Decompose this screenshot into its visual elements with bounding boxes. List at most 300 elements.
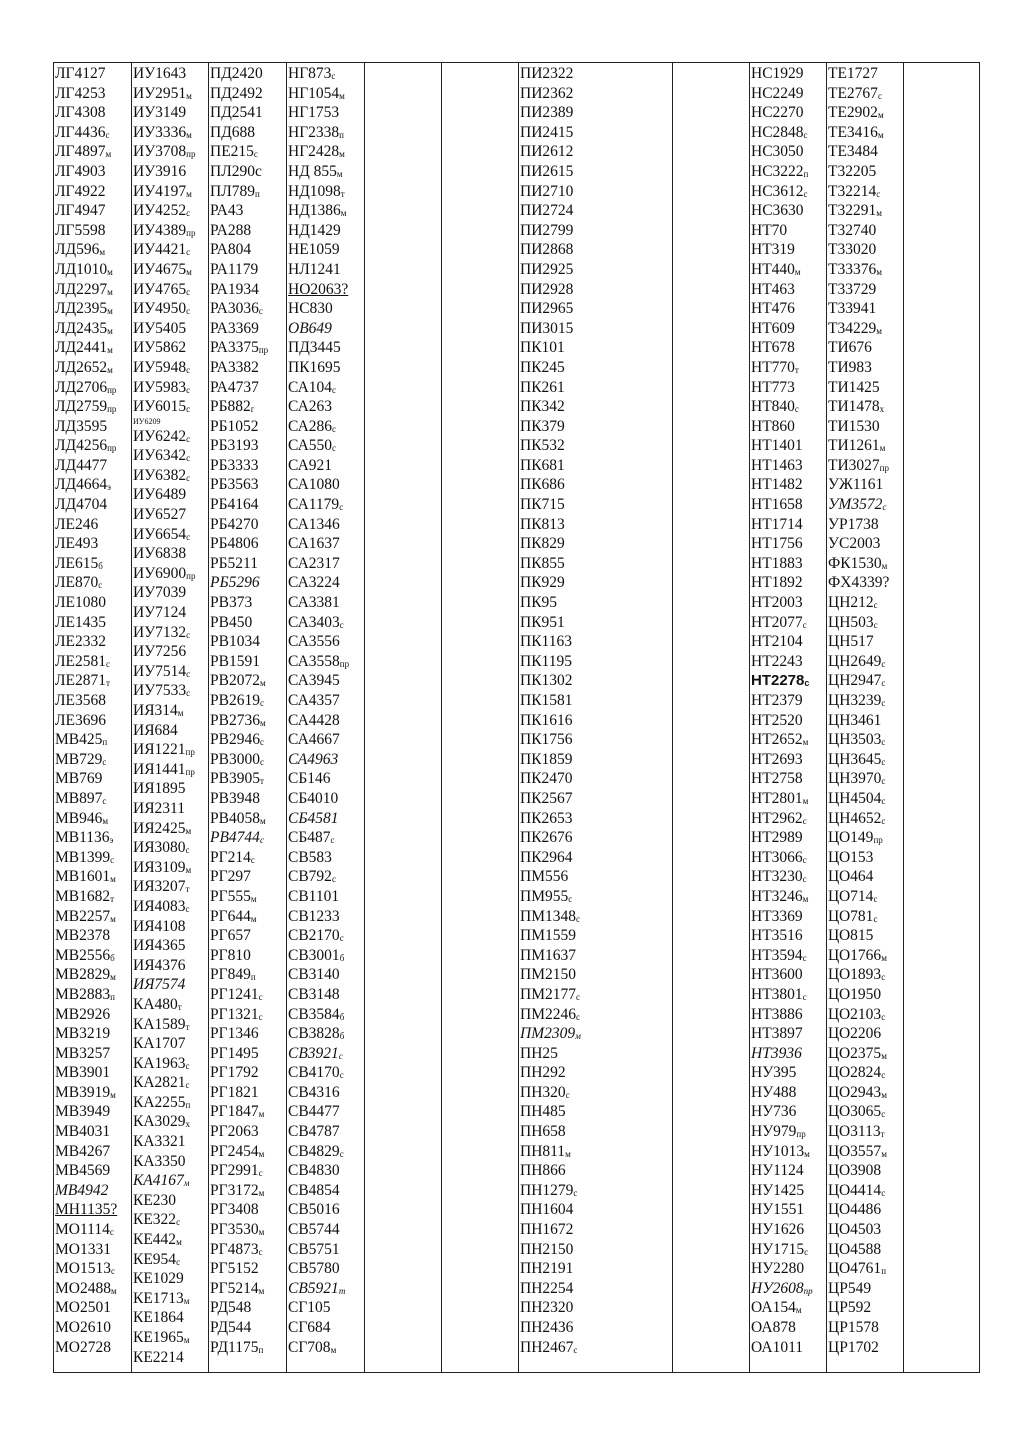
list-item (209, 378, 286, 398)
list-item (750, 1338, 826, 1358)
entry-suffix: с (881, 737, 886, 748)
entry-suffix: м (575, 1031, 581, 1042)
entry-code: ЦН3645 (828, 750, 882, 768)
entry-code: МН1135? (55, 1201, 118, 1219)
entry-suffix: т (340, 188, 345, 199)
entry-code: СА1346 (288, 515, 340, 533)
list-item (54, 946, 131, 966)
entry-code: ЦО714 (828, 887, 874, 905)
list-item (287, 1200, 364, 1220)
entry-suffix: м (107, 345, 113, 356)
entry-code: НТ2758 (751, 770, 803, 788)
entry-code: ПН866 (520, 1162, 566, 1180)
list-item (827, 456, 903, 476)
list-item (209, 1063, 286, 1083)
entry-code: НУ1715 (751, 1240, 805, 1258)
list-item (827, 848, 903, 868)
list-item (132, 1112, 208, 1132)
list-item (287, 182, 364, 202)
entry-suffix: м (177, 708, 184, 718)
entry-code: КЕ1965 (133, 1329, 184, 1346)
entry-code: ТЕ1727 (828, 65, 878, 82)
entry-suffix: с (176, 1256, 181, 1267)
entry-code: ЦН4504 (828, 789, 882, 807)
entry-code: РД548 (210, 1299, 252, 1317)
entry-code: НТ3066 (751, 848, 803, 866)
list-item (750, 1161, 826, 1181)
list-item (209, 789, 286, 809)
list-item (54, 162, 131, 182)
entry-suffix: п (250, 972, 256, 983)
entry-suffix: с (186, 629, 191, 640)
list-item (519, 201, 672, 221)
entry-code: ПМ2246 (520, 1005, 576, 1023)
entry-code: ЛЕ615 (55, 554, 99, 572)
list-item (287, 84, 364, 104)
list-item (827, 1298, 903, 1318)
entry-code: РВ2946 (210, 731, 260, 749)
entry-code: ИУ4765 (133, 280, 187, 298)
entry-suffix: с (258, 1168, 263, 1179)
entry-suffix: с (186, 384, 191, 395)
entry-code: ЛД1010 (55, 260, 108, 278)
entry-code: СВ4316 (288, 1083, 340, 1101)
entry-suffix: с (794, 404, 799, 415)
entry-code: Т32214 (828, 182, 877, 200)
entry-code: СА1637 (288, 535, 340, 553)
list-item (827, 1259, 903, 1279)
list-item (54, 554, 131, 574)
entry-suffix: м (258, 1187, 265, 1198)
list-item (827, 1083, 903, 1103)
list-item (827, 1181, 903, 1201)
list-item (827, 1318, 903, 1338)
entry-code: ЦР592 (828, 1299, 872, 1317)
entry-code: РГ555 (210, 887, 251, 905)
list-item (209, 1259, 286, 1279)
list-item (827, 280, 903, 300)
entry-code: ПИ2799 (520, 221, 574, 239)
list-item (750, 867, 826, 887)
list-item (827, 554, 903, 574)
list-item (209, 652, 286, 672)
list-item (519, 103, 672, 123)
entry-code: ПМ1348 (520, 907, 576, 925)
list-item (287, 946, 364, 966)
entry-code: РГ1346 (210, 1025, 259, 1043)
entry-code: ПН2320 (520, 1299, 574, 1317)
list-item (54, 103, 131, 123)
entry-suffix: с (185, 845, 190, 856)
list-item (132, 103, 208, 123)
list-item (209, 123, 286, 143)
list-item (750, 515, 826, 535)
entry-suffix: с (881, 698, 886, 708)
entry-code: НТ860 (751, 417, 795, 435)
entry-suffix: м (176, 1237, 182, 1248)
entry-code: КЕ954 (133, 1250, 177, 1268)
list-item (827, 573, 903, 593)
entry-code: ПИ2612 (520, 143, 574, 161)
entry-suffix: м (107, 364, 113, 375)
entry-code: НС830 (288, 300, 333, 318)
entry-code: МВ769 (55, 770, 103, 788)
list-item (132, 1073, 208, 1093)
entry-code: КА4167 (133, 1172, 184, 1190)
list-item (827, 1279, 903, 1299)
entry-code: ЦР549 (828, 1279, 872, 1297)
entry-code: ПН485 (520, 1103, 566, 1121)
entry-code: ТИ1425 (828, 378, 880, 396)
entry-code: НД1098 (288, 182, 341, 200)
entry-code: ПИ2928 (520, 280, 574, 298)
entry-code: ЦО2943 (828, 1083, 882, 1101)
list-item (54, 142, 131, 162)
list-item (750, 593, 826, 613)
entry-code: НТ1714 (751, 515, 803, 533)
entry-code: СВ3828 (288, 1025, 340, 1043)
list-item (209, 436, 286, 456)
list-item (750, 1259, 826, 1279)
list-item (750, 965, 826, 985)
entry-suffix: м (795, 1305, 802, 1316)
list-item (287, 358, 364, 378)
list-item (750, 123, 826, 143)
entry-code: ЦН3970 (828, 770, 882, 788)
list-item (750, 828, 826, 848)
entry-code: НТ2652 (751, 731, 803, 749)
list-item (519, 495, 672, 515)
entry-suffix: с (575, 913, 580, 924)
entry-code: МВ4267 (55, 1142, 111, 1160)
entry-suffix: м (186, 90, 192, 101)
entry-code: ЦО3113 (828, 1123, 881, 1141)
entry-code: НТ609 (751, 319, 795, 337)
list-item (54, 965, 131, 985)
entry-code: НТ1658 (751, 496, 803, 514)
entry-suffix: м (110, 972, 116, 983)
entry-code: МВ946 (55, 809, 103, 827)
entry-code: ИУ4675 (133, 260, 187, 278)
entry-suffix: пр (186, 149, 196, 160)
entry-code: НТ1892 (751, 574, 803, 592)
list-item (287, 456, 364, 476)
entry-code: НТ1756 (751, 535, 803, 553)
entry-suffix: с (258, 991, 263, 1002)
entry-code: МВ3219 (55, 1025, 111, 1043)
entry-code: МВ729 (55, 750, 103, 768)
entry-code: МВ425 (55, 731, 103, 749)
entry-suffix: т (185, 884, 190, 895)
list-item (132, 123, 208, 143)
list-item (209, 280, 286, 300)
entry-code: ИУ6015 (133, 398, 187, 416)
list-item (132, 897, 208, 917)
list-item (827, 64, 903, 84)
entry-code: РА43 (210, 202, 244, 220)
list-item (519, 319, 672, 339)
entry-code: ЦО3557 (828, 1142, 882, 1160)
entry-code: НС3612 (751, 182, 804, 200)
entry-code: НТ2520 (751, 711, 803, 729)
entry-code: ЛД2297 (55, 280, 108, 298)
list-item (519, 1240, 672, 1260)
list-item (209, 358, 286, 378)
entry-suffix: с (881, 1011, 886, 1022)
entry-suffix: с (332, 443, 337, 454)
list-item (132, 858, 208, 878)
entry-code: Т32291 (828, 202, 877, 220)
entry-suffix: с (873, 600, 878, 611)
list-item (827, 162, 903, 182)
list-item (750, 907, 826, 927)
entry-code: РГ657 (210, 927, 251, 945)
list-item (750, 64, 826, 84)
list-item (519, 965, 672, 985)
entry-suffix: м (881, 1089, 887, 1100)
entry-code: РГ1321 (210, 1005, 259, 1023)
list-item (750, 1024, 826, 1044)
entry-code: НГ1054 (288, 84, 340, 102)
entry-code: СА921 (288, 456, 333, 474)
list-item (287, 103, 364, 123)
entry-code: РГ5214 (210, 1279, 259, 1297)
entry-code: РА1179 (210, 260, 259, 278)
entry-code: УЖ1161 (828, 476, 884, 494)
entry-code: МВ2829 (55, 966, 111, 984)
entry-code: РВ2619 (210, 692, 260, 709)
list-item (519, 1083, 672, 1103)
entry-suffix: пр (186, 227, 196, 238)
list-item (132, 995, 208, 1015)
list-item (519, 1220, 672, 1240)
entry-suffix: т (110, 893, 115, 904)
list-item (132, 358, 208, 378)
list-item (54, 769, 131, 789)
entry-code: ФХ4339? (828, 574, 890, 592)
entry-code: СА3403 (288, 613, 340, 631)
list-item (54, 613, 131, 633)
entry-code: ПИ2724 (520, 202, 574, 220)
entry-code: ИЯ1441 (133, 760, 186, 778)
entry-code: ЦН3239 (828, 692, 882, 709)
entry-code: ПЛ290с (210, 162, 262, 180)
list-item (132, 838, 208, 858)
list-item (519, 84, 672, 104)
list-item (54, 652, 131, 672)
entry-code: ФК1530 (828, 554, 882, 572)
list-item (750, 280, 826, 300)
list-item (209, 1044, 286, 1064)
entry-code: НТ3936 (751, 1044, 802, 1062)
table-column (826, 63, 903, 1372)
entry-code: РГ3530 (210, 1221, 259, 1239)
entry-code: ОА154 (751, 1299, 796, 1317)
list-item (519, 456, 672, 476)
table-column (286, 63, 364, 1372)
entry-code: НУ395 (751, 1064, 797, 1082)
list-item (287, 613, 364, 633)
list-item (287, 593, 364, 613)
list-item (287, 397, 364, 417)
entry-code: УМ3572 (828, 496, 883, 514)
entry-code: ЦН212 (828, 594, 874, 612)
entry-code: Т33729 (828, 280, 877, 298)
list-item (132, 917, 208, 937)
list-item (827, 1102, 903, 1122)
list-item (287, 1044, 364, 1064)
entry-suffix: м (339, 149, 345, 160)
entry-suffix: м (110, 1089, 116, 1100)
entry-suffix: м (876, 325, 882, 336)
entry-code: ЛД2706 (55, 378, 108, 396)
entry-code: ЦО2375 (828, 1044, 882, 1062)
entry-code: ПК1302 (520, 672, 573, 690)
list-item (209, 64, 286, 84)
entry-code: МВ3257 (55, 1044, 111, 1062)
list-item (519, 632, 672, 652)
list-item (132, 221, 208, 241)
list-item (54, 593, 131, 613)
list-item (519, 378, 672, 398)
entry-suffix: с (565, 1089, 570, 1100)
list-item (132, 319, 208, 339)
list-item (209, 319, 286, 339)
list-item (132, 201, 208, 221)
entry-code: СВ3584 (288, 1005, 340, 1023)
entry-code: СВ583 (288, 848, 332, 866)
list-item (54, 1279, 131, 1299)
list-item (54, 632, 131, 652)
list-item (750, 1063, 826, 1083)
entry-code: ПД688 (210, 123, 256, 141)
entry-code: ТЕ2902 (828, 104, 878, 122)
entry-code: СВ5016 (288, 1201, 340, 1219)
list-item (519, 1161, 672, 1181)
entry-suffix: м (258, 1148, 265, 1159)
entry-code: НТ2379 (751, 692, 803, 709)
entry-code: СА286 (288, 417, 333, 435)
list-item (827, 436, 903, 456)
entry-code: ЛЕ2871 (55, 672, 106, 690)
entry-code: РА3382 (210, 358, 259, 376)
entry-code: ИУ7256 (133, 643, 187, 661)
list-item (750, 436, 826, 456)
entry-code: СВ5780 (288, 1260, 340, 1278)
entry-suffix: с (802, 854, 807, 865)
list-item (519, 593, 672, 613)
entry-code: СА4963 (288, 750, 339, 768)
entry-suffix: пр (185, 747, 195, 758)
list-item (827, 593, 903, 613)
entry-suffix: с (802, 874, 807, 885)
entry-code: СА4667 (288, 731, 340, 749)
entry-code: ПИ2965 (520, 300, 574, 318)
list-item (54, 887, 131, 907)
entry-code: Т33941 (828, 300, 877, 318)
entry-code: ОА878 (751, 1319, 796, 1336)
list-item (209, 1240, 286, 1260)
entry-code: РБ4270 (210, 515, 259, 533)
list-item (54, 182, 131, 202)
entry-code: ЛД4704 (55, 496, 108, 514)
list-item (519, 182, 672, 202)
entry-code: ИЯ2425 (133, 819, 186, 837)
list-item (519, 573, 672, 593)
entry-code: ИУ4421 (133, 241, 187, 259)
list-item (287, 1122, 364, 1142)
entry-code: ПД2541 (210, 104, 263, 122)
list-item (827, 750, 903, 770)
list-item (132, 1054, 208, 1074)
entry-suffix: с (575, 991, 580, 1002)
list-item (132, 1269, 208, 1289)
entry-code: ИЯ3109 (133, 858, 186, 876)
entry-suffix: с (176, 1217, 181, 1228)
entry-code: ПМ556 (520, 868, 569, 886)
list-item (827, 1220, 903, 1240)
list-item (519, 534, 672, 554)
entry-code: СВ4830 (288, 1162, 340, 1180)
list-item (132, 956, 208, 976)
entry-code: ЛЕ2332 (55, 633, 106, 651)
table-column (749, 63, 826, 1372)
entry-code: ЦН2947 (828, 672, 882, 690)
list-item (519, 1122, 672, 1142)
list-item (209, 299, 286, 319)
entry-code: УС2003 (828, 535, 881, 553)
list-item (519, 1259, 672, 1279)
list-item (827, 867, 903, 887)
list-item (132, 544, 208, 564)
list-item (519, 417, 672, 437)
list-item (519, 338, 672, 358)
list-item (519, 162, 672, 182)
list-item (287, 475, 364, 495)
list-item (287, 1240, 364, 1260)
entry-code: КА3029 (133, 1113, 186, 1131)
list-item (132, 1171, 208, 1191)
list-item (287, 436, 364, 456)
entry-code: ИУ4197 (133, 182, 187, 200)
list-item (750, 495, 826, 515)
list-item (750, 573, 826, 593)
entry-code: НГ1753 (288, 104, 340, 122)
entry-code: ИУ6527 (133, 506, 187, 524)
entry-code: РВ3000 (210, 750, 260, 768)
entry-code: ИУ6209 (133, 416, 161, 426)
list-item (750, 1044, 826, 1064)
entry-code: ПК2470 (520, 770, 573, 788)
list-item (132, 603, 208, 623)
list-item (209, 769, 286, 789)
list-item (519, 946, 672, 966)
list-item (209, 1102, 286, 1122)
list-item (54, 1044, 131, 1064)
entry-code: ИЯ1221 (133, 741, 186, 759)
list-item (827, 730, 903, 750)
entry-code: ЛД3595 (55, 417, 108, 435)
entry-suffix: с (573, 1187, 578, 1198)
list-item (827, 319, 903, 339)
entry-suffix: м (881, 1050, 887, 1061)
entry-code: ПД3445 (288, 339, 341, 357)
entry-suffix: с (877, 90, 882, 101)
entry-suffix: с (253, 149, 258, 160)
list-item (750, 201, 826, 221)
list-item (827, 769, 903, 789)
entry-code: ПН2254 (520, 1279, 574, 1297)
